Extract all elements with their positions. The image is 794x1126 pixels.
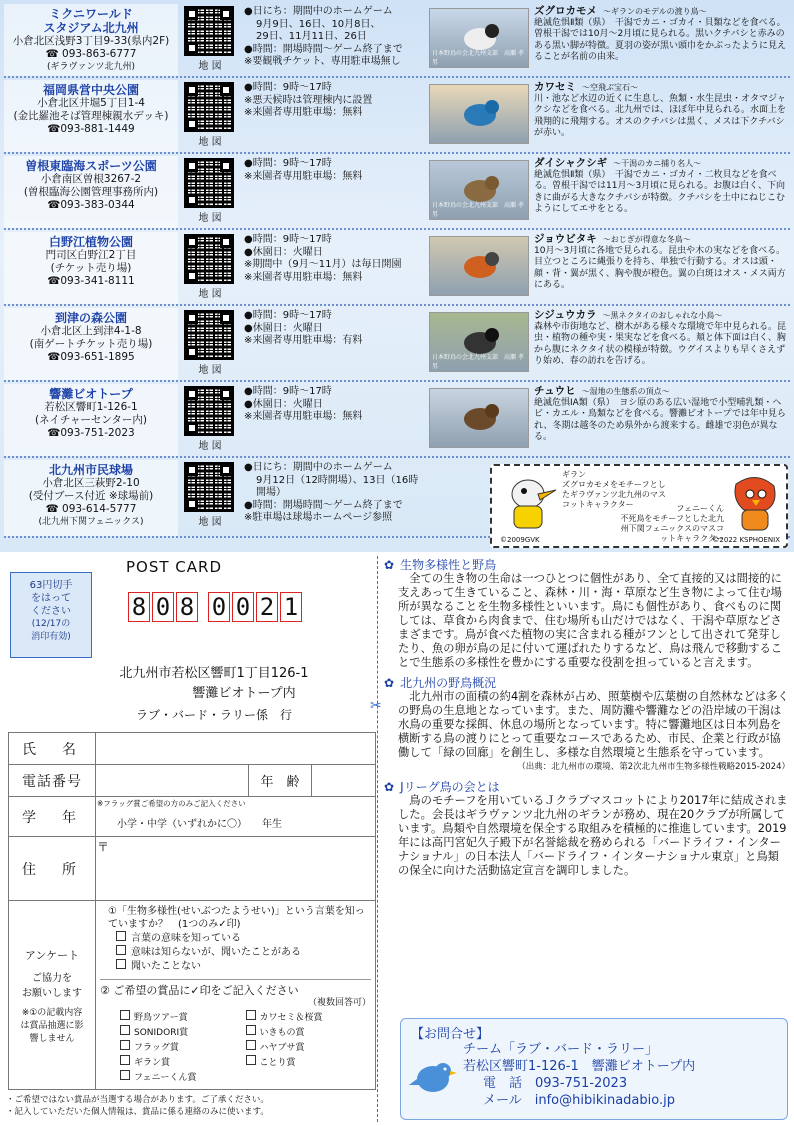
section-source: （出典：北九州市の環境、第2次北九州市生物多様性戦略2015-2024）	[517, 762, 790, 772]
location-name: 到津の森公園	[54, 311, 127, 325]
bird-description: 川・池など水辺の近くに生息し、魚類・水生昆虫・オタマジャクシなどを食べる。北九州では、ほぼ年中見られる。水面上を飛翔的に飛翔する。オスのクチバシは黒く、メスは下クチバシが赤い。	[534, 93, 787, 138]
location-note: (ギラヴァンツ北九州)	[47, 62, 135, 72]
bird-description: 森林や市街地など、樹木がある様々な環境で年中見られる。昆虫・植物の種や実・果実などを食べる。頬と体下面は白く、胸から腹にネクタイ状の模様が特徴。ウグイスよりも早くさえずり始め、春の訪れを告げる。	[534, 321, 787, 366]
map-label: 地 図	[198, 61, 222, 72]
zip-digit: 2	[256, 592, 278, 622]
prize-option[interactable]	[246, 1055, 372, 1070]
location-row	[4, 232, 790, 306]
prize-option[interactable]	[246, 1025, 372, 1040]
section-body: 全ての生き物の生命は一つひとつに個性があり、全て直接的又は間接的に支えあって生きていること、森林・川・海・草原など生き物によって住む場所が異なることを生物多様性といいます。鳥にも個性があり、食べものに関しては、草食から肉食まで、住む場所も山だけではなく、干潟や草原などさまざまです。鳥が食べた植物の実に含まれる種がフンとして出されて発芽したり、魚の卵が鳥の足に付いて運ばれたりするなど、鳥は飛んで移動することで生態系の多様性を豊かにする重要な役割を担っていると言えます。	[398, 572, 783, 669]
hours-line: ●時間：開場時間～ゲーム終了まで	[244, 499, 403, 511]
flower-icon: ✿	[384, 676, 395, 690]
location-card	[4, 4, 178, 76]
hours-line: 9月12日（12時開場）、13日（16時開場）	[256, 474, 419, 498]
location-note: (チケット売り場)	[50, 262, 132, 274]
grade-note: ※フラッグ賞ご希望の方のみご記入ください	[97, 799, 246, 808]
hours-line: ●休園日：火曜日	[244, 246, 323, 258]
hours-line: ●休園日：火曜日	[244, 398, 323, 410]
mascot-box	[490, 464, 788, 548]
age-field[interactable]	[312, 765, 376, 797]
qr-code-icon[interactable]	[186, 464, 232, 510]
location-note: (受付ブース付近 ※球場前)	[28, 490, 154, 502]
entry-form	[8, 732, 376, 1090]
bird-description: 絶滅危惧Ⅱ類（県） 干潟でカニ・ゴカイ・二枚貝などを食べる。曽根干潟では11月～3月頃に見られる。お腹は白く、下向きに曲がる大きなクチバシが特徴。クチバシを土中にねじこむようにしてエサをとる。	[534, 169, 785, 214]
hours-line: ●時間：開場時間～ゲーム終了まで	[244, 43, 403, 55]
location-phone[interactable]: ☎093-383-0344	[47, 199, 135, 211]
section-heading	[384, 676, 790, 690]
q1-option[interactable]	[116, 931, 371, 945]
photo-credit: 日本野鳥の会北九州支部 高瀬 孝男	[432, 202, 524, 218]
prize-label: SONIDORI賞	[134, 1028, 189, 1038]
zip-digit: 8	[176, 592, 198, 622]
location-row	[4, 308, 790, 382]
photo-credit: 日本野鳥の会北九州支部 高瀬 孝男	[432, 50, 524, 66]
flower-icon: ✿	[384, 558, 395, 572]
bird-title: チュウヒ	[534, 385, 576, 397]
prize-option[interactable]	[120, 1055, 246, 1070]
location-name-2: スタジアム北九州	[43, 21, 139, 35]
recipient-dept: ラブ・バード・ラリー係 行	[135, 708, 292, 722]
prize-label: フェニーくん賞	[134, 1073, 197, 1083]
section-body: 北九州市の面積の約4割を森林が占め、照葉樹や広葉樹の自然林などは多くの野鳥の生息地となっています。また、周防灘や響灘などの沿岸域の干潟は水鳥の重要な採餌、休息の場所となっています。特に響灘地区は日本列島を横断する鳥の渡りにとって重要なコースであるため、市民、企業と行政が協働して「緑の回廊」を創生し、多様な自然環境と生態系を守っています。	[398, 690, 789, 759]
hours-line: ●時間：9時～17時	[244, 386, 332, 397]
stamp-text: (12/17の	[31, 619, 71, 629]
phone-label: 電話番号	[9, 765, 96, 797]
recipient-address-2: 響灘ビオトープ内	[192, 686, 296, 701]
bird-info	[534, 386, 790, 444]
location-name: 北九州市民球場	[48, 463, 133, 477]
grade-options: 小学・中学（いずれかに〇） 年生	[117, 819, 282, 830]
footnote-1: ・ご希望ではない賞品が当選する場合があります。ご了承ください。	[6, 1095, 269, 1105]
prize-option[interactable]	[120, 1010, 246, 1025]
fenny-desc: 不死鳥をモチーフとした北九州下関フェニックスのマスコットキャラクター	[620, 514, 724, 543]
stamp-box	[10, 572, 92, 658]
bird-photo	[429, 312, 529, 372]
hours-line: ※来園者専用駐車場：無料	[244, 411, 363, 422]
bird-info	[534, 310, 790, 368]
location-address: 小倉北区三萩野2-10	[42, 477, 140, 489]
location-note-2: (北九州下関フェニックス)	[38, 517, 144, 527]
location-row	[4, 80, 790, 154]
bird-info	[534, 82, 790, 140]
location-name: 響灘ビオトープ	[49, 387, 133, 401]
location-card	[4, 232, 178, 304]
prize-label: いきもの賞	[259, 1028, 305, 1038]
prize-option[interactable]	[120, 1040, 246, 1055]
location-card	[4, 460, 178, 536]
hours-line: ●休園日：火曜日	[244, 322, 323, 334]
bird-subtitle: ～干潟のカニ捕り名人～	[613, 159, 702, 168]
cut-line	[377, 556, 378, 1122]
location-row	[4, 4, 790, 78]
q1-option[interactable]	[116, 959, 371, 973]
contact-address: 若松区響町1-126-1 響灘ビオトープ内	[463, 1059, 696, 1074]
hours-line: ●時間：9時～17時	[244, 158, 332, 169]
hours-line: ●日にち：期間中のホームゲーム	[244, 6, 393, 17]
q1-option-label: 意味は知らないが、聞いたことがある	[131, 947, 301, 958]
q2-text: ② ご希望の賞品に✓印をご記入ください	[100, 984, 299, 997]
stamp-text: ください	[31, 606, 71, 617]
bird-photo	[429, 388, 529, 448]
bird-title: ズグロカモメ	[534, 5, 597, 17]
address-field[interactable]	[96, 837, 376, 901]
bird-description: 10月～3月頃に各地で見られる。昆虫や木の実などを食べる。目立つところに縄張りを持ち、単独で行動する。オスは頭・顔・背・翼が黒く、胸や腹が橙色。翼の白斑はオス・メス両方にある。	[534, 245, 786, 290]
section-title: 北九州の野鳥概況	[400, 676, 497, 690]
bird-name	[534, 310, 790, 322]
age-label: 年 齢	[249, 765, 312, 797]
q1-option-label: 言葉の意味を知っている	[131, 933, 241, 944]
hours-line: ●時間：9時～17時	[244, 310, 332, 321]
bird-name	[534, 82, 790, 94]
hours-line: ※来園者専用駐車場：有料	[244, 335, 363, 346]
location-note: (ネイチャーセンター内)	[34, 414, 148, 426]
location-hours	[244, 386, 424, 424]
hours-line: ※来園者専用駐車場：無料	[244, 170, 363, 182]
hours-line: 9月9日、16日、10月8日、	[256, 18, 381, 30]
bird-info	[534, 6, 790, 64]
location-name: 福岡県営中央公園	[42, 83, 139, 97]
bird-icon	[409, 1055, 459, 1103]
bird-subtitle: ～おじぎが得意な冬鳥～	[602, 235, 691, 244]
hours-line: ※駐車場は球場ホームページ参照	[244, 512, 393, 523]
name-label: 氏 名	[9, 733, 96, 765]
bird-title: カワセミ	[534, 81, 576, 93]
survey-sub: ご協力を お願いします	[22, 972, 82, 999]
prize-label: カワセミ＆桜賞	[259, 1013, 323, 1023]
bird-photo	[429, 236, 529, 296]
bird-name	[534, 234, 790, 246]
qr-code-icon[interactable]	[186, 84, 232, 130]
location-address: 若松区響町1-126-1	[44, 401, 138, 413]
location-hours	[244, 158, 424, 183]
bird-name	[534, 6, 790, 18]
survey-note: ※①の記載内容は賞品抽選に影響しません	[20, 1007, 84, 1044]
location-name: ミクニワールド	[49, 7, 133, 21]
location-hours	[244, 82, 424, 120]
prize-label: フラッグ賞	[134, 1043, 179, 1053]
contact-team: チーム「ラブ・バード・ラリー」	[463, 1042, 659, 1057]
prize-label: ハヤブサ賞	[259, 1043, 305, 1053]
location-address: 小倉北区上到津4-1-8	[40, 325, 142, 337]
bird-info	[534, 158, 790, 216]
postcard-title: POST CARD	[126, 558, 223, 576]
stamp-text: 消印有効)	[31, 632, 71, 642]
location-address: 門司区白野江2丁目	[45, 249, 137, 261]
bird-photo	[429, 84, 529, 144]
location-hours	[244, 234, 424, 284]
scissors-icon: ✂	[370, 698, 382, 714]
location-hours	[244, 6, 424, 69]
q1-option-label: 聞いたことない	[131, 961, 201, 972]
hours-line: ●日にち：期間中のホームゲーム	[244, 462, 393, 473]
location-name: 曽根東臨海スポーツ公園	[25, 159, 157, 173]
section-title: Jリーグ鳥の会とは	[400, 780, 500, 794]
map-label: 地 図	[198, 213, 222, 224]
bird-title: ジョウビタキ	[534, 233, 597, 245]
location-address: 小倉北区井堀5丁目1-4	[37, 97, 145, 109]
gira-title: ギラン	[562, 470, 586, 479]
bird-photo	[429, 8, 529, 68]
location-phone[interactable]: ☎093-881-1449	[47, 123, 135, 135]
map-label: 地 図	[198, 517, 222, 528]
contact-box	[400, 1018, 788, 1120]
map-label: 地 図	[198, 137, 222, 148]
qr-code-icon[interactable]	[186, 160, 232, 206]
info-column	[384, 556, 790, 878]
qr-code-icon[interactable]	[186, 8, 232, 54]
section-title: 生物多様性と野鳥	[400, 558, 497, 572]
q2-note: （複数回答可）	[307, 998, 371, 1008]
zip-digit: 0	[232, 592, 254, 622]
hours-line: 29日、11月11日、26日	[256, 31, 367, 42]
footnote-2: ・記入していただいた個人情報は、賞品に係る連絡のみに使います。	[6, 1107, 269, 1117]
photo-credit: 日本野鳥の会北九州支部 高瀬 孝男	[432, 354, 524, 370]
q1-text: ①「生物多様性(せいぶつたようせい)」という言葉を知っていますか？ (1つのみ✓印)	[108, 906, 365, 930]
location-card	[4, 384, 178, 456]
stamp-text: 63円切手	[29, 580, 73, 591]
prize-label: ギラン賞	[134, 1058, 171, 1068]
qr-code-icon[interactable]	[186, 312, 232, 358]
qr-code-icon[interactable]	[186, 388, 232, 434]
hours-line: ●時間：9時～17時	[244, 82, 332, 93]
contact-heading: 【お問合せ】	[411, 1027, 490, 1042]
gira-desc: ズグロカモメをモチーフとしたギラヴァンツ北九州のマスコットキャラクター	[562, 480, 666, 509]
hours-line: ※悪天候時は管理棟内に設置	[244, 94, 373, 106]
hours-line: ※期間中（9月～11月）は毎日開園	[244, 259, 402, 270]
bird-subtitle: ～黒ネクタイのおしゃれな小鳥～	[602, 311, 723, 320]
q1-option[interactable]	[116, 945, 371, 959]
prize-option[interactable]	[120, 1025, 246, 1040]
location-hours	[244, 310, 424, 348]
hours-line: ※要観戦チケット、専用駐車場無し	[244, 56, 401, 67]
location-phone[interactable]: ☎093-751-2023	[47, 427, 135, 439]
location-phone[interactable]: ☎ 093-614-5777	[45, 503, 137, 515]
grade-field[interactable]	[96, 797, 376, 837]
survey-label: アンケート	[24, 948, 80, 962]
address-label: 住 所	[9, 837, 96, 901]
contact-email[interactable]: メール info@hibikinadabio.jp	[483, 1093, 675, 1108]
bird-title: ダイシャクシギ	[534, 157, 608, 169]
location-phone[interactable]: ☎ 093-863-6777	[45, 48, 137, 60]
prize-option[interactable]	[246, 1040, 372, 1055]
zip-digit: 0	[208, 592, 230, 622]
bird-info	[534, 234, 790, 292]
qr-code-icon[interactable]	[186, 236, 232, 282]
postcard-side	[4, 556, 378, 1122]
location-note: (曽根臨海公園管理事務所内)	[23, 186, 159, 198]
location-note: (金比羅池そば管理棟親水デッキ)	[13, 110, 169, 122]
section-heading	[384, 558, 790, 572]
location-hours	[244, 462, 424, 525]
flower-icon: ✿	[384, 780, 395, 794]
grade-label: 学 年	[9, 797, 96, 837]
hours-line: ●時間：9時～17時	[244, 234, 332, 245]
bird-photo	[429, 160, 529, 220]
prize-label: ことり賞	[259, 1058, 296, 1068]
location-card	[4, 80, 178, 152]
bird-title: シジュウカラ	[534, 309, 597, 321]
bird-description: 絶滅危惧Ⅱ類（県） 干潟でカニ・ゴカイ・貝類などを食べる。曽根干潟では10月～2月頃に見られる。黒いクチバシと赤みのある黒い脚が特徴。夏羽の姿が黒い頭巾をかぶったように見えることが名前の由来。	[534, 17, 787, 62]
location-name: 白野江植物公園	[48, 235, 133, 249]
bird-subtitle: ～ギランのモデルの渡り鳥～	[603, 7, 707, 16]
section-body: 鳥のモチーフを用いているＪクラブマスコットにより2017年に結成されました。会長はギラヴァンツ北九州のギランが務め、現在20クラブが所属しています。鳥類や自然環境を保全する取組みを積極的に推進しています。2019年には高円宮妃久子殿下が名誉総裁を務められる「バードライフ・インターナショナル」の日本法人「バードライフ・インターナショナル東京」と鳥類の保全に向けた活動協定宣言を調印しました。	[398, 794, 788, 877]
map-label: 地 図	[198, 365, 222, 376]
gira-mascot-icon	[498, 476, 558, 538]
bird-description: 絶滅危惧ⅠA類（県） ヨシ原のある広い湿地で小型哺乳類・ヘビ・カエル・鳥類などを食べる。響灘ビオトープでは年中見られ、冬期は越冬のため県外から渡来する。雌雄で羽色が異なる。	[534, 397, 786, 442]
recipient-address: 北九州市若松区響町1丁目126-1	[119, 666, 309, 681]
prize-option[interactable]	[246, 1010, 372, 1025]
location-card	[4, 156, 178, 228]
section-heading	[384, 780, 790, 794]
map-label: 地 図	[198, 441, 222, 452]
location-card	[4, 308, 178, 380]
fenny-copyright: ©2022 KSPHOENIX	[712, 536, 780, 544]
hours-line: ※来園者専用駐車場：無料	[244, 107, 363, 118]
phone-field[interactable]	[96, 765, 249, 797]
hours-line: ※来園者専用駐車場：無料	[244, 271, 363, 283]
postal-mark: 〒	[97, 840, 110, 854]
prize-option[interactable]	[120, 1070, 246, 1085]
gira-copyright: ©2009GVK	[500, 536, 540, 544]
fenny-title: フェニーくん	[676, 504, 724, 513]
bird-name	[534, 386, 790, 398]
contact-phone: 電 話 093-751-2023	[483, 1076, 628, 1091]
map-label: 地 図	[198, 289, 222, 300]
location-row	[4, 156, 790, 230]
location-note: (南ゲートチケット売り場)	[29, 338, 153, 350]
location-phone[interactable]: ☎093-651-1895	[47, 351, 135, 363]
fenny-mascot-icon	[726, 474, 784, 536]
postal-code-boxes	[128, 592, 304, 622]
location-phone[interactable]: ☎093-341-8111	[47, 275, 135, 287]
name-field[interactable]	[96, 733, 376, 765]
bird-subtitle: ～空飛ぶ宝石～	[582, 83, 638, 92]
zip-digit: 0	[152, 592, 174, 622]
location-address: 小倉北区浅野3丁目9-33(県内2F)	[12, 35, 170, 47]
location-row	[4, 384, 790, 458]
rally-locations-panel	[0, 0, 794, 552]
prize-label: 野鳥ツアー賞	[134, 1013, 188, 1023]
location-address: 小倉南区曽根3267-2	[40, 173, 142, 185]
zip-digit: 1	[280, 592, 302, 622]
bird-name	[534, 158, 790, 170]
bird-subtitle: ～湿地の生態系の頂点～	[581, 387, 670, 396]
zip-digit: 8	[128, 592, 150, 622]
stamp-text: をはって	[31, 593, 71, 604]
